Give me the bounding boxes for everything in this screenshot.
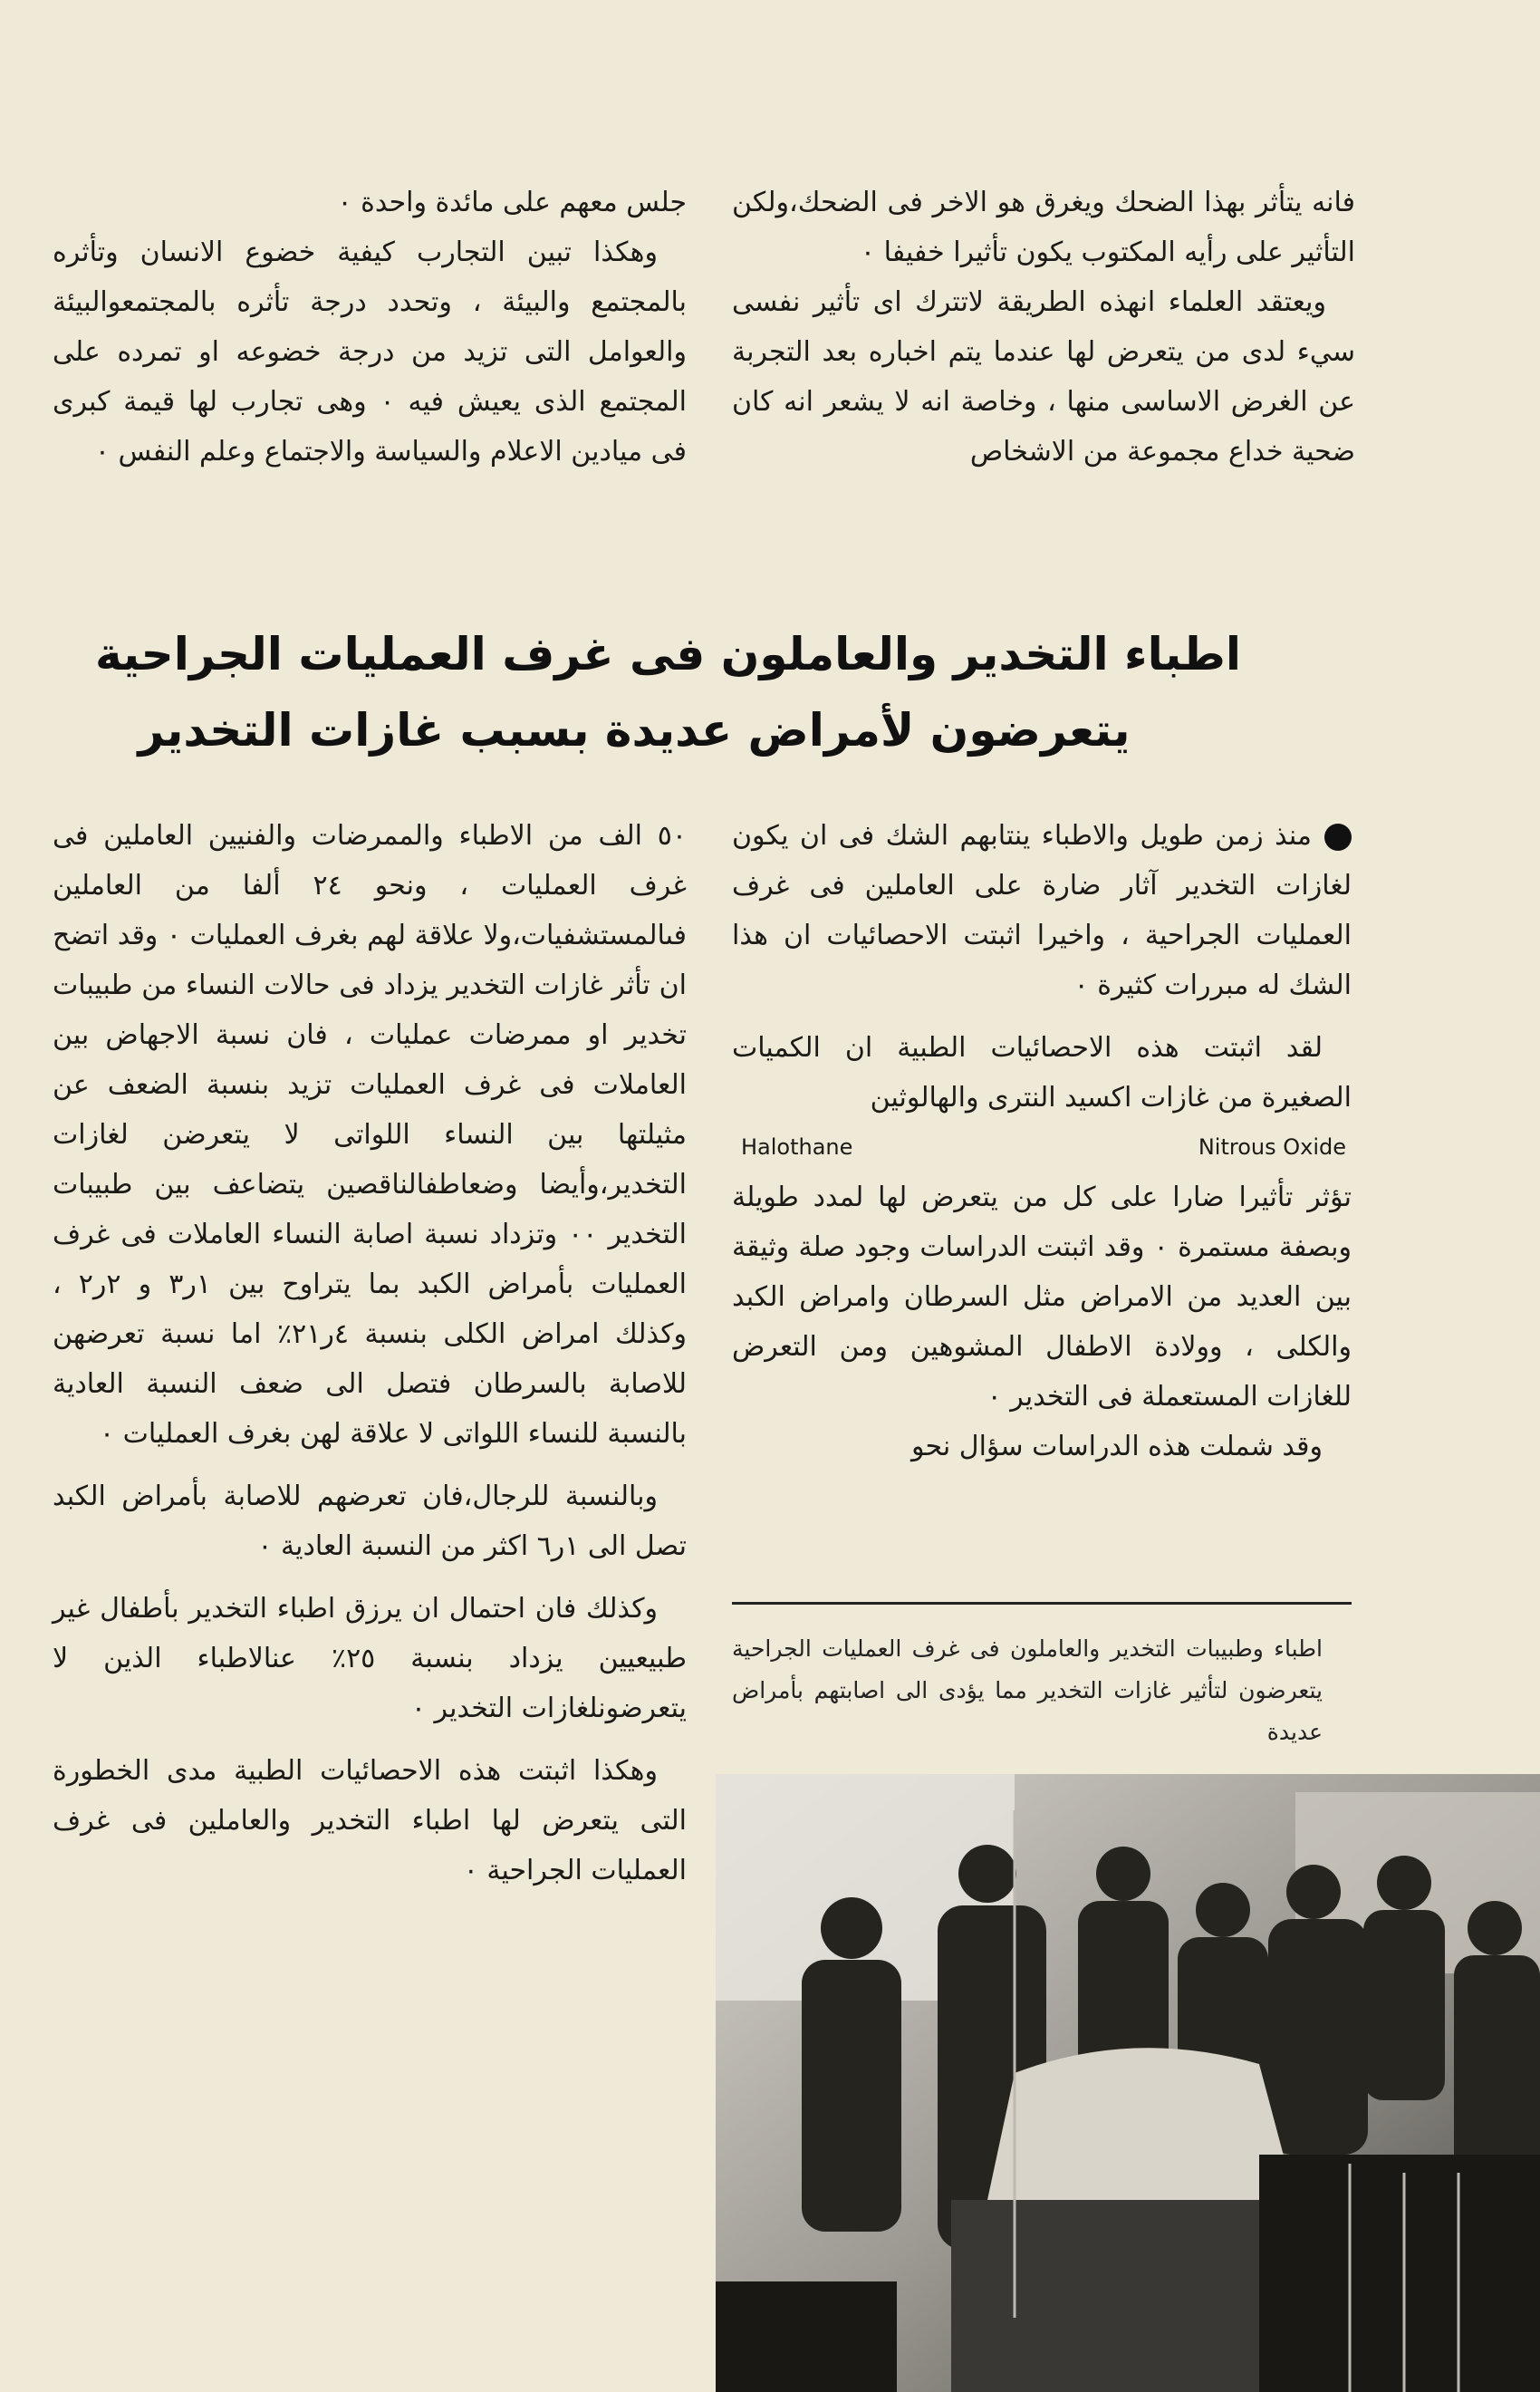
article-right-paragraph-2a: لقد اثبتت هذه الاحصائيات الطبية ان الكميات الصغيرة من غازات اكسيد النترى والهالوثين <box>732 1032 1352 1114</box>
bullet-dot-icon <box>1324 824 1352 851</box>
article-right-paragraph-3: وقد شملت هذه الدراسات سؤال نحو <box>911 1431 1323 1462</box>
headline-line-1: اطباء التخدير والعاملون فى غرف العمليات الجراحية <box>94 628 1241 680</box>
article-left-paragraph-3: وكذلك فان احتمال ان يرزق اطباء التخدير بأطفال غير طبيعيين يزداد بنسبة ٢٥٪ عنالاطباء الذين لا يتعرضونلغازات التخدير ٠ <box>53 1593 687 1724</box>
top-right-column <box>732 178 1355 477</box>
article-right-paragraph-1 <box>732 811 1352 1010</box>
article-left-paragraph-1: ٥٠ الف من الاطباء والممرضات والفنيين العاملين فى غرف العمليات ، ونحو ٢٤ ألفا من العاملين فىالمستشفيات،ولا علاقة لهم بغرف العمليات ٠ وقد اتضح ان تأثر غازات التخدير يزداد فى حالات النساء من طبيبات تخدير او ممرضات عمليات ، فان نسبة الاجهاض بين العاملات فى غرف العمليات تزيد بنسبة الضعف عن مثيلتها بين النساء اللواتى لا يتعرضن لغازات التخدير،وأيضا وضعاطفالناقصين يتضاعف بين طبيبات التخدير ٠٠ وتزداد نسبة اصابة النساء العاملات فى غرف العمليات بأمراض الكبد بما يتراوح بين ١ر٣ و ٢ر٢ ، وكذلك امراض الكلى بنسبة ٤ر٢١٪ اما نسبة تعرضهن للاصابة بالسرطان فتصل الى ضعف النسبة العادية بالنسبة للنساء اللواتى لا علاقة لهن بغرف العمليات ٠ <box>53 820 687 1450</box>
top-right-paragraph-1: فانه يتأثر بهذا الضحك ويغرق هو الاخر فى الضحك،ولكن التأثير على رأيه المكتوب يكون تأثيرا خفيفا ٠ <box>732 187 1355 268</box>
headline-line-2: يتعرضون لأمراض عديدة بسبب غازات التخدير <box>138 704 1131 757</box>
article-left-paragraph-2: وبالنسبة للرجال،فان تعرضهم للاصابة بأمراض الكبد تصل الى ١ر٦ اكثر من النسبة العادية ٠ <box>53 1481 687 1562</box>
photo-caption: اطباء وطبيبات التخدير والعاملون فى غرف العمليات الجراحية يتعرضون لتأثير غازات التخدير مما يؤدى الى اصابتهم بأمراض عديدة <box>732 1635 1323 1745</box>
caption-divider <box>732 1602 1352 1605</box>
latin-terms-row <box>732 1123 1352 1172</box>
latin-term-nitrous-oxide: Nitrous Oxide <box>1198 1134 1346 1160</box>
top-left-column <box>53 178 687 477</box>
top-left-paragraph-1: جلس معهم على مائدة واحدة ٠ <box>337 187 687 218</box>
article-right-p1-text: منذ زمن طويل والاطباء ينتابهم الشك فى ان يكون لغازات التخدير آثار ضارة على العاملين فى غرف العمليات الجراحية ، واخيرا اثبتت الاحصائيات ان هذا الشك له مبررات كثيرة ٠ <box>732 820 1352 1001</box>
operating-room-photo <box>716 1774 1540 2392</box>
article-headline <box>94 616 1241 768</box>
article-right-column <box>732 811 1352 1471</box>
top-left-paragraph-2: وهكذا تبين التجارب كيفية خضوع الانسان وتأثره بالمجتمع والبيئة ، وتحدد درجة تأثره بالمجتمعوالبيئة والعوامل التى تزيد من درجة خضوعه او تمرده على المجتمع الذى يعيش فيه ٠ وهى تجارب لها قيمة كبرى فى ميادين الاعلام والسياسة والاجتماع وعلم النفس ٠ <box>53 236 687 468</box>
article-left-paragraph-4: وهكذا اثبتت هذه الاحصائيات الطبية مدى الخطورة التى يتعرض لها اطباء التخدير والعاملين فى غرف العمليات الجراحية ٠ <box>53 1755 687 1886</box>
article-left-column <box>53 811 687 1895</box>
top-right-paragraph-2: ويعتقد العلماء انهذه الطريقة لاتترك اى تأثير نفسى سيء لدى من يتعرض لها عندما يتم اخباره بعد التجربة عن الغرض الاساسى منها ، وخاصة انه لا يشعر انه كان ضحية خداع مجموعة من الاشخاص <box>732 286 1355 468</box>
article-right-paragraph-2b: تؤثر تأثيرا ضارا على كل من يتعرض لها لمدد طويلة وبصفة مستمرة ٠ وقد اثبتت الدراسات وجود صلة وثيقة بين العديد من الامراض مثل السرطان وامراض الكبد والكلى ، وولادة الاطفال المشوهين ومن التعرض للغازات المستعملة فى التخدير ٠ <box>732 1182 1352 1413</box>
latin-term-halothane: Halothane <box>741 1134 853 1160</box>
